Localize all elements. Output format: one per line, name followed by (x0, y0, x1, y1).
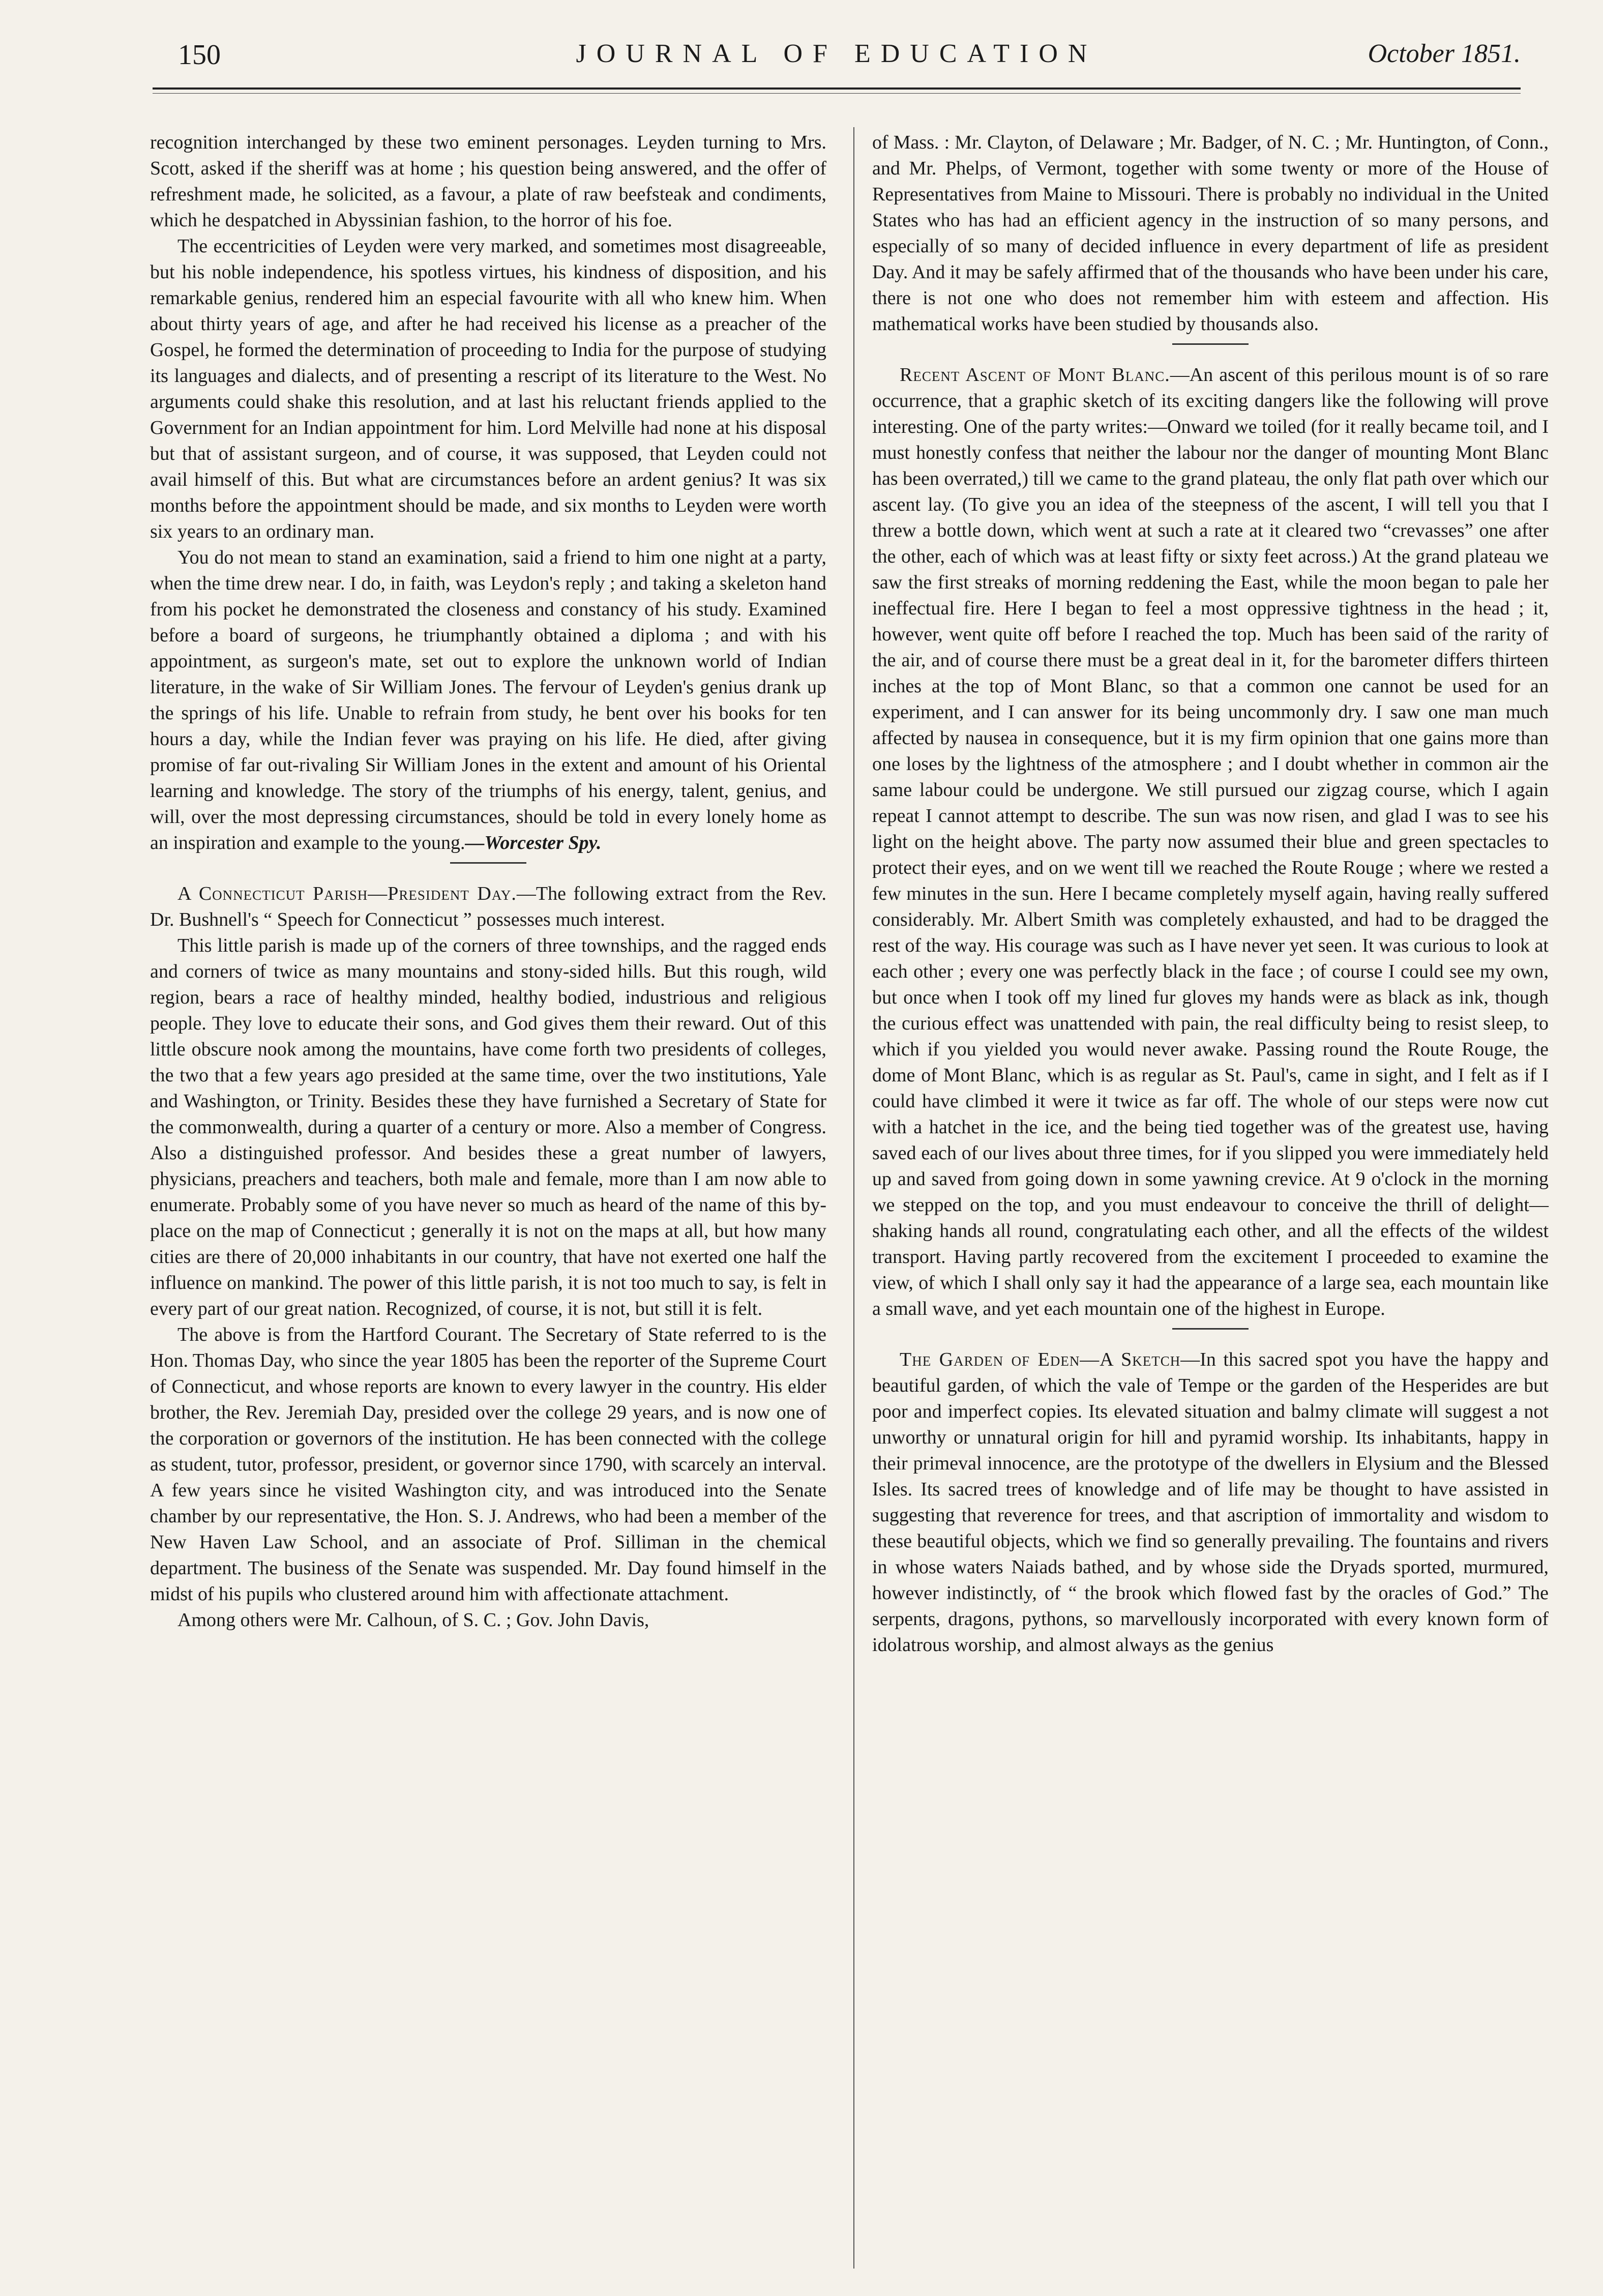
article-separator (450, 862, 526, 864)
journal-title: JOURNAL OF EDUCATION (576, 39, 1097, 68)
page-number: 150 (178, 39, 221, 71)
leyden-paragraph-3-text: You do not mean to stand an examination, said a friend to him one night at a party, when the time drew near. I do, in faith, was Leydon's reply ; and taking a skeleton hand from his pocket he demonstrated the closeness and constancy of his study. Examined before a board of surgeons, he triumphantly obtained a diploma ; and with his appointment, as surgeon's mate, set out to explore the unknown world of Indian literature, in the wake of Sir William Jones. The fervour of Leyden's genius drank up the springs of his life. Unable to refrain from study, he bent over his books for ten hours a day, while the Indian fever was praying on his life. He died, after giving promise of far out-rivaling Sir William Jones in the extent and amount of his Oriental learning and knowledge. The story of the triumphs of his energy, talent, genius, and will, over the most depressing circumstances, should be told in every lonely home as an inspiration and example to the young. (150, 547, 826, 853)
leyden-paragraph-1: recognition interchanged by these two eminent personages. Leyden turning to Mrs. Scott, asked if the sheriff was at home ; his question being answered, and the offer of refreshment made, he solicited, as a favour, a plate of raw beefsteak and condiments, which he despatched in Abyssinian fashion, to the horror of his foe. (150, 132, 826, 231)
mont-blanc-article-title: Recent Ascent of Mont Blanc. (900, 364, 1170, 386)
eden-paragraph (872, 1347, 1549, 1658)
right-column (872, 130, 1549, 1658)
article-separator (1172, 1328, 1249, 1330)
header-rule-thick (153, 87, 1521, 90)
connecticut-article-title: A Connecticut Parish—President Day. (177, 883, 517, 904)
mont-blanc-paragraph (872, 362, 1549, 1322)
eden-text: —In this sacred spot you have the happy and beautiful garden, of which the vale of Tempe or the garden of the Hesperides are but poor and imperfect copies. Its elevated situation and balmy climate will suggest a not unworthy or unnatural origin for hill and pyramid worship. Its inhabitants, happy in their primeval innocence, are the prototype of the dwellers in Elysium and the Blessed Isles. Its sacred trees of knowledge and of life may be thought to have assisted in suggesting that reverence for trees, and that ascription of immortality and wisdom to these beautiful objects, which we find so generally prevailing. The fountains and rivers in whose waters Naiads bathed, and by whose side the Dryads sported, murmured, however indistinctly, of “ the brook which flowed fast by the oracles of God.” The serpents, dragons, pythons, so marvellously incorporated with every known form of idolatrous worship, and almost always as the genius (872, 1349, 1549, 1656)
issue-date: October 1851. (1368, 39, 1521, 68)
connecticut-paragraph-2: The above is from the Hartford Courant. The Secretary of State referred to is the Hon. Thomas Day, who since the year 1805 has been the reporter of the Supreme Court of Connecticut, and whose reports are known to every lawyer in the country. His elder brother, the Rev. Jeremiah Day, presided over the college 29 years, and is now one of the corporation or governors of the institution. He has been connected with the college as student, tutor, professor, president, or governor since 1790, with scarcely an interval. A few years since he visited Washington city, and was introduced into the Senate chamber by our representative, the Hon. S. J. Andrews, who had been a member of the New Haven Law School, and an associate of Prof. Silliman in the chemical department. The business of the Senate was suspended. Mr. Day found himself in the midst of his pupils who clustered around him with affectionate attachment. (150, 1324, 826, 1605)
connecticut-paragraph-1: This little parish is made up of the corners of three townships, and the ragged ends and corners of twice as many mountains and stony-sided hills. But this rough, wild region, bears a race of healthy minded, healthy bodied, industrious and religious people. They love to educate their sons, and God gives them their reward. Out of this little obscure nook among the mountains, have come forth two presidents of colleges, the two that a few years ago presided at the same time, over the two institutions, Yale and Washington, or Trinity. Besides these they have furnished a Secretary of State for the commonwealth, during a quarter of a century or more. Also a member of Congress. Also a distinguished professor. And besides these a great number of lawyers, physicians, preachers and teachers, both male and female, more than I am now able to enumerate. Probably some of you have never so much as heard of the name of this by-place on the map of Connecticut ; generally it is not on the maps at all, but how many cities are there of 20,000 inhabitants in our country, that have not exerted one half the influence on mankind. The power of this little parish, it is not too much to say, is felt in every part of our great nation. Recognized, of course, it is not, but still it is felt. (150, 935, 826, 1319)
leyden-source: —Worcester Spy. (465, 832, 602, 853)
left-column (150, 130, 826, 1633)
connecticut-continuation: of Mass. : Mr. Clayton, of Delaware ; Mr. Badger, of N. C. ; Mr. Huntington, of Conn., and Mr. Phelps, of Vermont, together with some twenty or more of the House of Representatives from Maine to Missouri. There is probably no individual in the United States who has had an efficient agency in the instruction of so many persons, and especially of so many of decided influence in every department of life as president Day. And it may be safely affirmed that of the thousands who have been under his care, there is not one who does not remember him with esteem and affection. His mathematical works have been studied by thousands also. (872, 132, 1549, 335)
leyden-paragraph-3 (150, 545, 826, 856)
leyden-paragraph-2: The eccentricities of Leyden were very marked, and sometimes most disagreeable, but his noble independence, his spotless virtues, his kindness of disposition, and his remarkable genius, rendered him an especial favourite with all who knew him. When about thirty years of age, and after he had received his license as a preacher of the Gospel, he formed the determination of proceeding to India for the purpose of studying its languages and dialects, and of presenting a rescript of its literature to the West. No arguments could shake this resolution, and at last his reluctant friends applied to the Government for an Indian appointment for him. Lord Melville had none at his disposal but that of assistant surgeon, and of course, it was supposed, that Leyden could not avail himself of this. But what are circumstances before an ardent genius? It was six months before the appointment should be made, and six months to Leyden were worth six years to an ordinary man. (150, 236, 826, 542)
connecticut-intro (150, 881, 826, 933)
header-rule-thin (153, 93, 1521, 94)
connecticut-paragraph-3: Among others were Mr. Calhoun, of S. C. ; Gov. John Davis, (177, 1609, 649, 1631)
eden-article-title: The Garden of Eden—A Sketch (900, 1349, 1181, 1370)
article-separator (1172, 343, 1249, 345)
column-divider (853, 127, 854, 2269)
mont-blanc-text: —An ascent of this perilous mount is of so rare occurrence, that a graphic sketch of its exciting dangers like the following will prove interesting. One of the party writes:—Onward we toiled (for it really became toil, and I must honestly confess that neither the labour nor the danger of mounting Mont Blanc has been overrated,) till we came to the grand plateau, the only flat path over which our ascent lay. (To give you an idea of the steepness of the ascent, I will tell you that I threw a bottle down, which went at such a rate at it cleared two “crevasses” one after the other, each of which was at least fifty or sixty feet across.) At the grand plateau we saw the first streaks of morning reddening the East, while the moon began to pale her ineffectual fire. Here I began to feel a most oppressive tightness in the head ; it, however, went quite off before I reached the top. Much has been said of the rarity of the air, and of course there must be a great deal in it, for the barometer differs thirteen inches at the top of Mont Blanc, so that a common one cannot be used for an experiment, and I can answer for its being uncommonly dry. I saw one man much affected by nausea in consequence, but it is my firm opinion that one gains more than one loses by the lightness of the atmosphere ; and I doubt whether in common air the same labour could be undergone. We still pursued our zigzag course, which I again repeat I cannot attempt to describe. The sun was now risen, and glad I was to see his light on the height above. The party now assumed their blue and green spectacles to protect their eyes, and on we went till we reached the Route Rouge ; where we rested a few minutes in the sun. Here I became completely myself again, having really suffered considerably. Mr. Albert Smith was completely exhausted, and had to be dragged the rest of the way. His courage was such as I have never yet seen. It was curious to look at each other ; every one was perfectly black in the face ; of course I could see my own, but once when I took off my lined fur gloves my hands were as black as ink, though the curious effect was unattended with pain, the real difficulty being to resist sleep, to which if you yielded you would never awake. Passing round the Route Rouge, the dome of Mont Blanc, which is as regular as St. Paul's, came in sight, and I felt as if I could have climbed it were it twice as far off. The whole of our steps were now cut with a hatchet in the ice, and the being tied together was of the greatest use, having saved each of our lives about three times, for if you slipped you were immediately held up and saved from going down in some yawning crevice. At 9 o'clock in the morning we stepped on the top, and you must endeavour to conceive the thrill of delight—shaking hands all round, congratulating each other, and all the effects of the wildest transport. Having partly recovered from the excitement I proceeded to examine the view, of which I shall only say it had the appearance of a large sea, each mountain like a small wave, and yet each mountain one of the highest in Europe. (872, 364, 1549, 1319)
connecticut-intro-text: —The following extract from the Rev. Dr. Bushnell's “ Speech for Connecticut ” possesses much interest. (150, 883, 827, 930)
page-header (153, 39, 1521, 79)
